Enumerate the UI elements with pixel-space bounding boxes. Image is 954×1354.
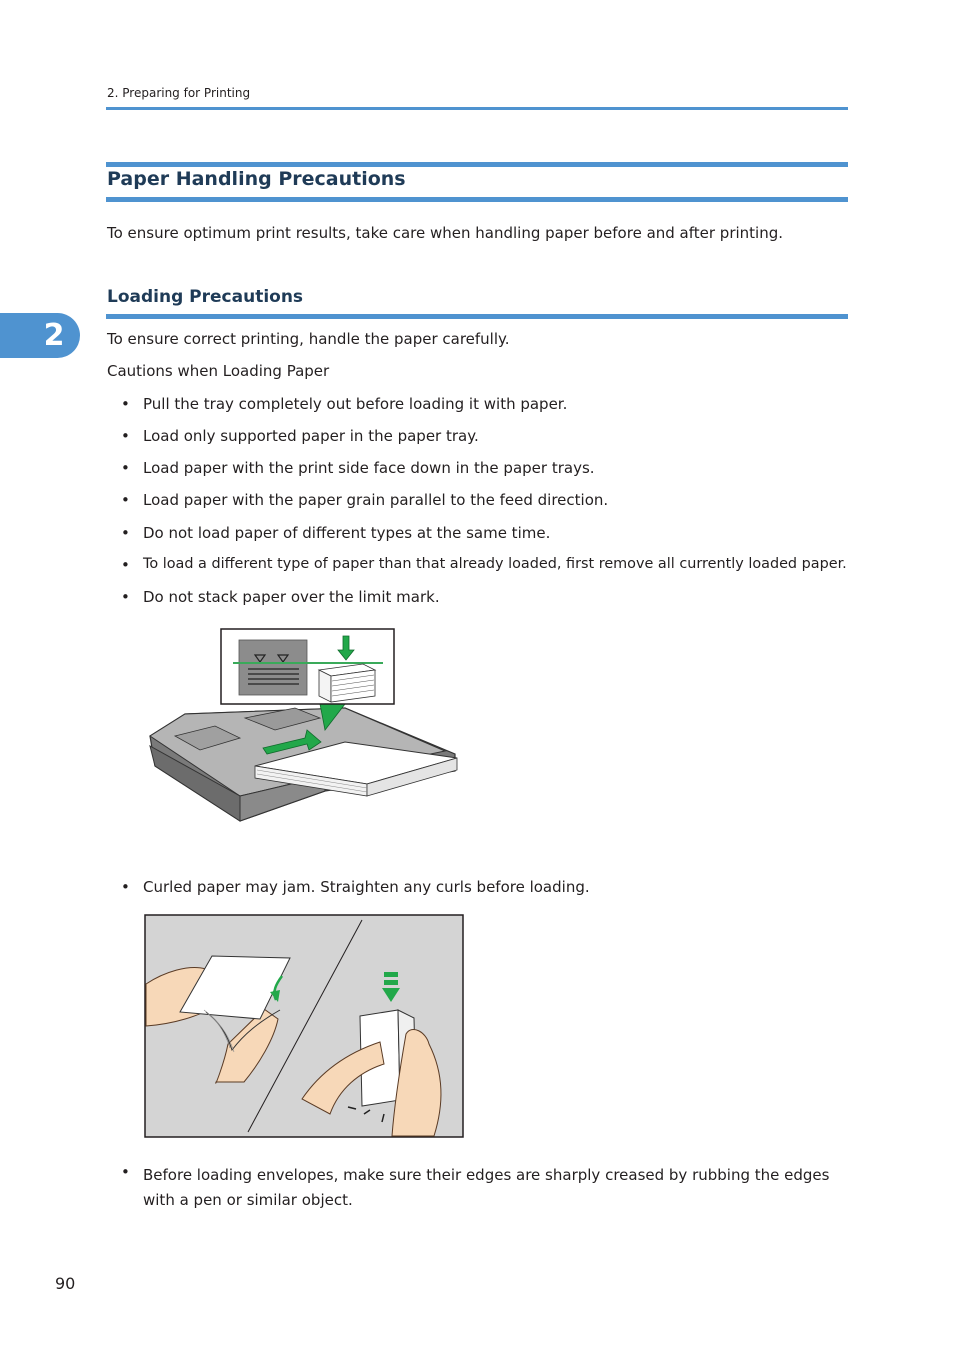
section-intro: To ensure optimum print results, take care when handling paper before and after printing. (107, 224, 784, 242)
list-item-text: Load only supported paper in the paper tray. (143, 427, 479, 445)
bullet-dot: • (121, 459, 130, 477)
subsection-rule (106, 314, 848, 319)
bullet-dot: • (121, 427, 130, 445)
list-item-text: Curled paper may jam. Straighten any curls before loading. (143, 878, 590, 896)
list-item-text: Load paper with the print side face down in the paper trays. (143, 459, 595, 477)
list-item-text: Do not stack paper over the limit mark. (143, 588, 440, 606)
bullet-dot: • (121, 556, 130, 574)
page-number: 90 (55, 1274, 76, 1293)
bullet-dot: • (121, 524, 130, 542)
limit-mark-label (239, 640, 307, 695)
list-item-text: Do not load paper of different types at the same time. (143, 524, 551, 542)
section-rule-top (106, 162, 848, 167)
subsection-title: Loading Precautions (107, 287, 304, 307)
straighten-paper-figure (144, 914, 464, 1138)
down-arrow-icon (384, 972, 398, 977)
list-item-text: To load a different type of paper than that already loaded, first remove all currently loaded paper. (143, 556, 847, 572)
bullet-dot: • (121, 588, 130, 606)
list-item-text: Load paper with the paper grain parallel to the feed direction. (143, 491, 609, 509)
bullet-dot: • (121, 491, 130, 509)
chapter-tab: 2 (0, 313, 80, 358)
cautions-label: Cautions when Loading Paper (107, 362, 330, 380)
subsection-intro: To ensure correct printing, handle the paper carefully. (107, 330, 510, 348)
running-head: 2. Preparing for Printing (107, 86, 251, 100)
header-rule (106, 107, 848, 110)
paper-tray-figure (145, 626, 465, 826)
list-item-text: Pull the tray completely out before loading it with paper. (143, 395, 568, 413)
section-title: Paper Handling Precautions (107, 168, 406, 190)
list-item-text: Before loading envelopes, make sure their edges are sharply creased by rubbing the edges with a pen or similar object. (143, 1166, 830, 1209)
section-rule-bottom (106, 197, 848, 202)
bullet-dot: • (121, 395, 130, 413)
bullet-dot: • (121, 878, 130, 896)
bullet-dot: • (121, 1163, 130, 1181)
